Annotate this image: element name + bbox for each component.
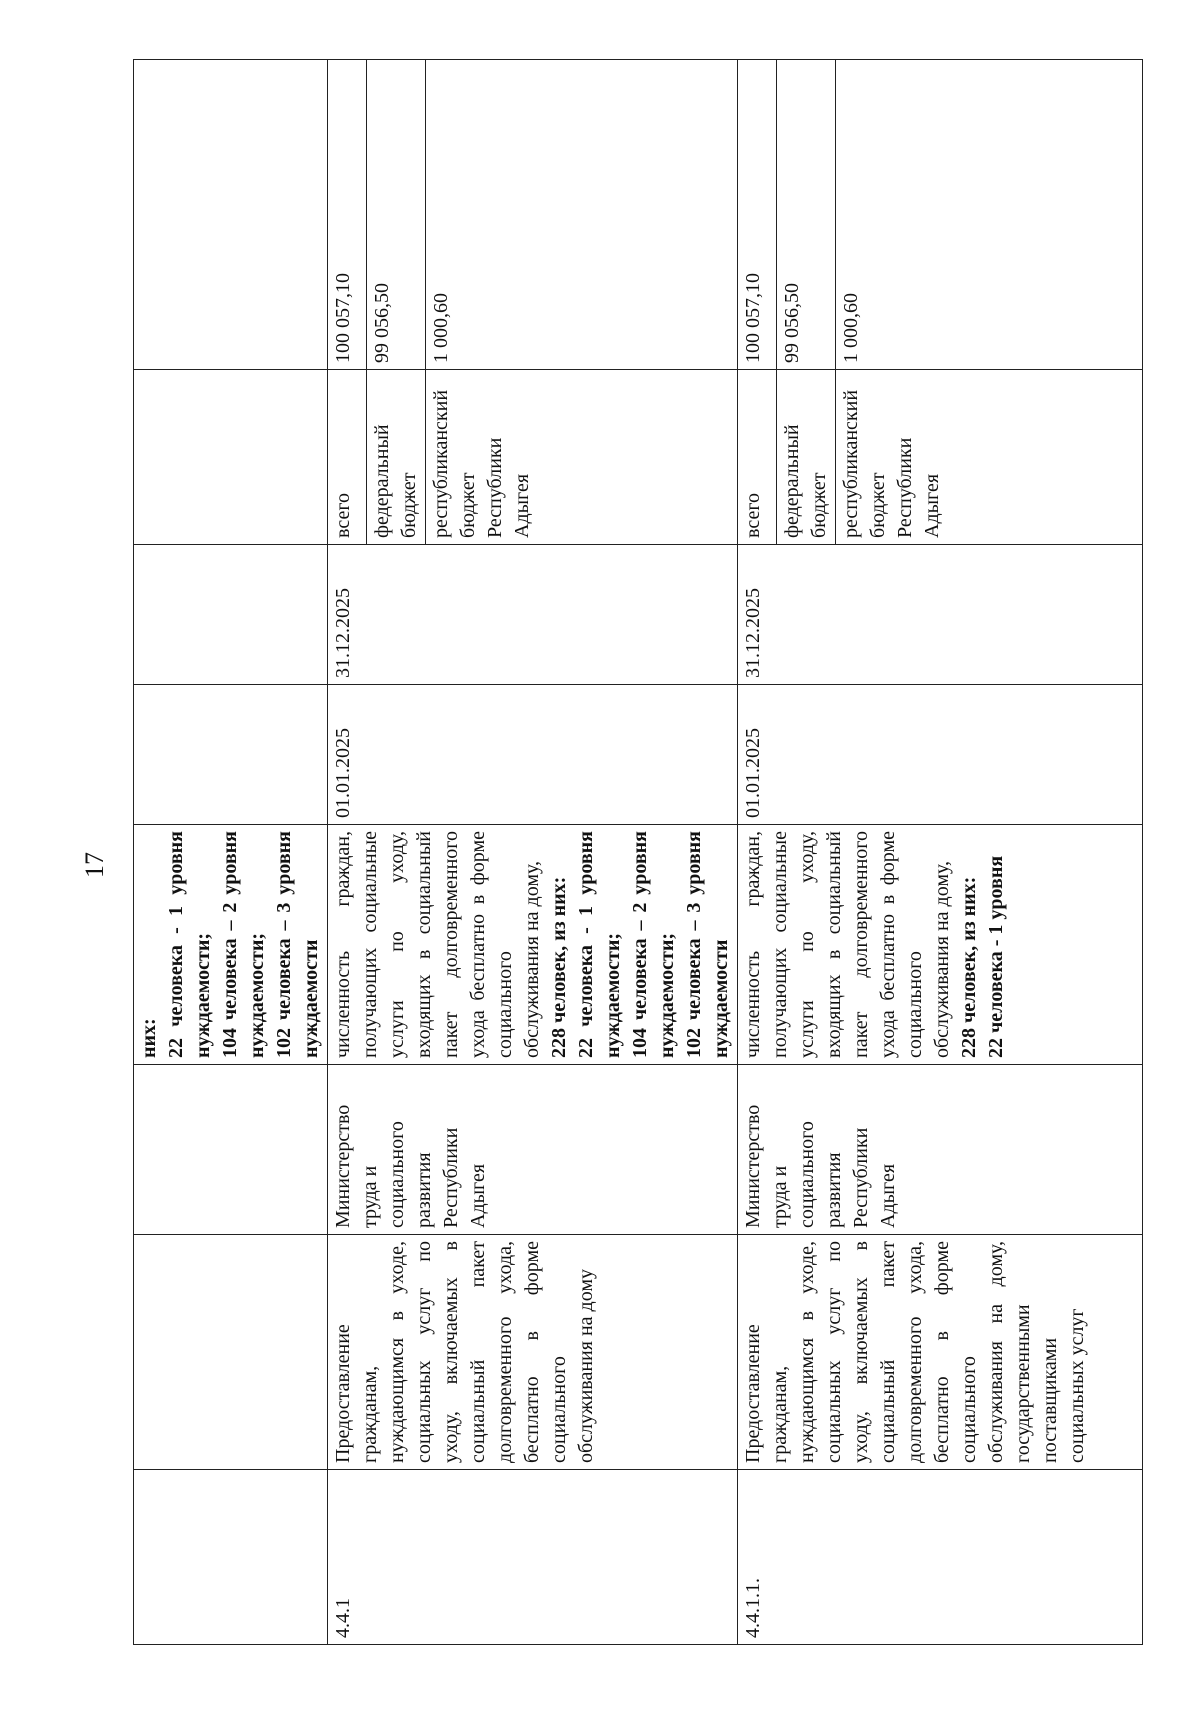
cell-executor-empty — [134, 1065, 328, 1235]
cell-num-empty — [134, 1470, 328, 1645]
source-regional: республиканский бюджет Республики Адыгея — [836, 370, 949, 544]
source-federal: федеральный бюджет — [367, 370, 426, 544]
cell-end-date: 31.12.2025 — [738, 545, 1143, 685]
program-table — [133, 59, 1143, 1645]
source-federal: федеральный бюджет — [777, 370, 836, 544]
table-row — [328, 60, 738, 1645]
funding-amounts-list — [738, 60, 867, 369]
cell-start-date: 01.01.2025 — [328, 685, 738, 825]
funding-amounts-list — [328, 60, 457, 369]
source-total: всего — [332, 492, 354, 538]
cell-funding-sources — [328, 370, 738, 545]
cell-start-empty — [134, 685, 328, 825]
cell-executor: Министерство труда и социального развития Республики Адыгея — [738, 1065, 1143, 1235]
cell-funding-amounts — [328, 60, 738, 370]
page-number: 17 — [80, 852, 109, 878]
cell-event-name: Предоставление гражданам, нуждающимся в уходе, социальных услуг по уходу, включаемых в социальный пакет долговременного ухода, бесплатно в форме социального обслуживания на дому — [328, 1235, 738, 1470]
amount-total: 100 057,10 — [742, 273, 764, 363]
cell-start-date: 01.01.2025 — [738, 685, 1143, 825]
amount-regional: 1 000,60 — [836, 60, 868, 369]
funding-sources-list — [738, 370, 948, 544]
cell-indicator-continuation: них: 22 человека - 1 уровня нуждаемости; 104 человека – 2 уровня нуждаемости; 102 человека – 3 уровня нуждаемости — [134, 825, 328, 1065]
source-regional: республиканский бюджет Республики Адыгея — [426, 370, 539, 544]
cell-event-name: Предоставление гражданам, нуждающимся в уходе, социальных услуг по уходу, включаемых в социальный пакет долговременного ухода, бесплатно в форме социального обслуживания на дому, государственными поставщиками социальных услуг — [738, 1235, 1143, 1470]
amount-total: 100 057,10 — [332, 273, 354, 363]
cell-source-empty — [134, 370, 328, 545]
cell-indicator: численность граждан, получающих социальные услуги по уходу, входящих в социальный пакет долговременного ухода бесплатно в форме социального обслуживания на дому, 228 человек, из них: 22 человека - 1 уровня нуждаемости; 104 человека – 2 уровня нуждаемости; 102 человека – 3 уровня нуждаемости — [328, 825, 738, 1065]
cell-end-date: 31.12.2025 — [328, 545, 738, 685]
table-wrapper — [133, 60, 1133, 1645]
cell-indicator: численность граждан, получающих социальные услуги по уходу, входящих в социальный пакет долговременного ухода бесплатно в форме социального обслуживания на дому, 228 человек, из них: 22 человека - 1 уровня — [738, 825, 1143, 1065]
amount-federal: 99 056,50 — [777, 60, 836, 369]
cell-row-number: 4.4.1.1. — [738, 1470, 1143, 1645]
source-total: всего — [742, 492, 764, 538]
cell-end-empty — [134, 545, 328, 685]
amount-regional: 1 000,60 — [426, 60, 458, 369]
table-row-continuation — [134, 60, 328, 1645]
cell-amount-empty — [134, 60, 328, 370]
cell-funding-amounts — [738, 60, 1143, 370]
cell-funding-sources — [738, 370, 1143, 545]
table-row — [738, 60, 1143, 1645]
cell-executor: Министерство труда и социального развития Республики Адыгея — [328, 1065, 738, 1235]
cell-row-number: 4.4.1 — [328, 1470, 738, 1645]
amount-federal: 99 056,50 — [367, 60, 426, 369]
cell-name-empty — [134, 1235, 328, 1470]
funding-sources-list — [328, 370, 538, 544]
